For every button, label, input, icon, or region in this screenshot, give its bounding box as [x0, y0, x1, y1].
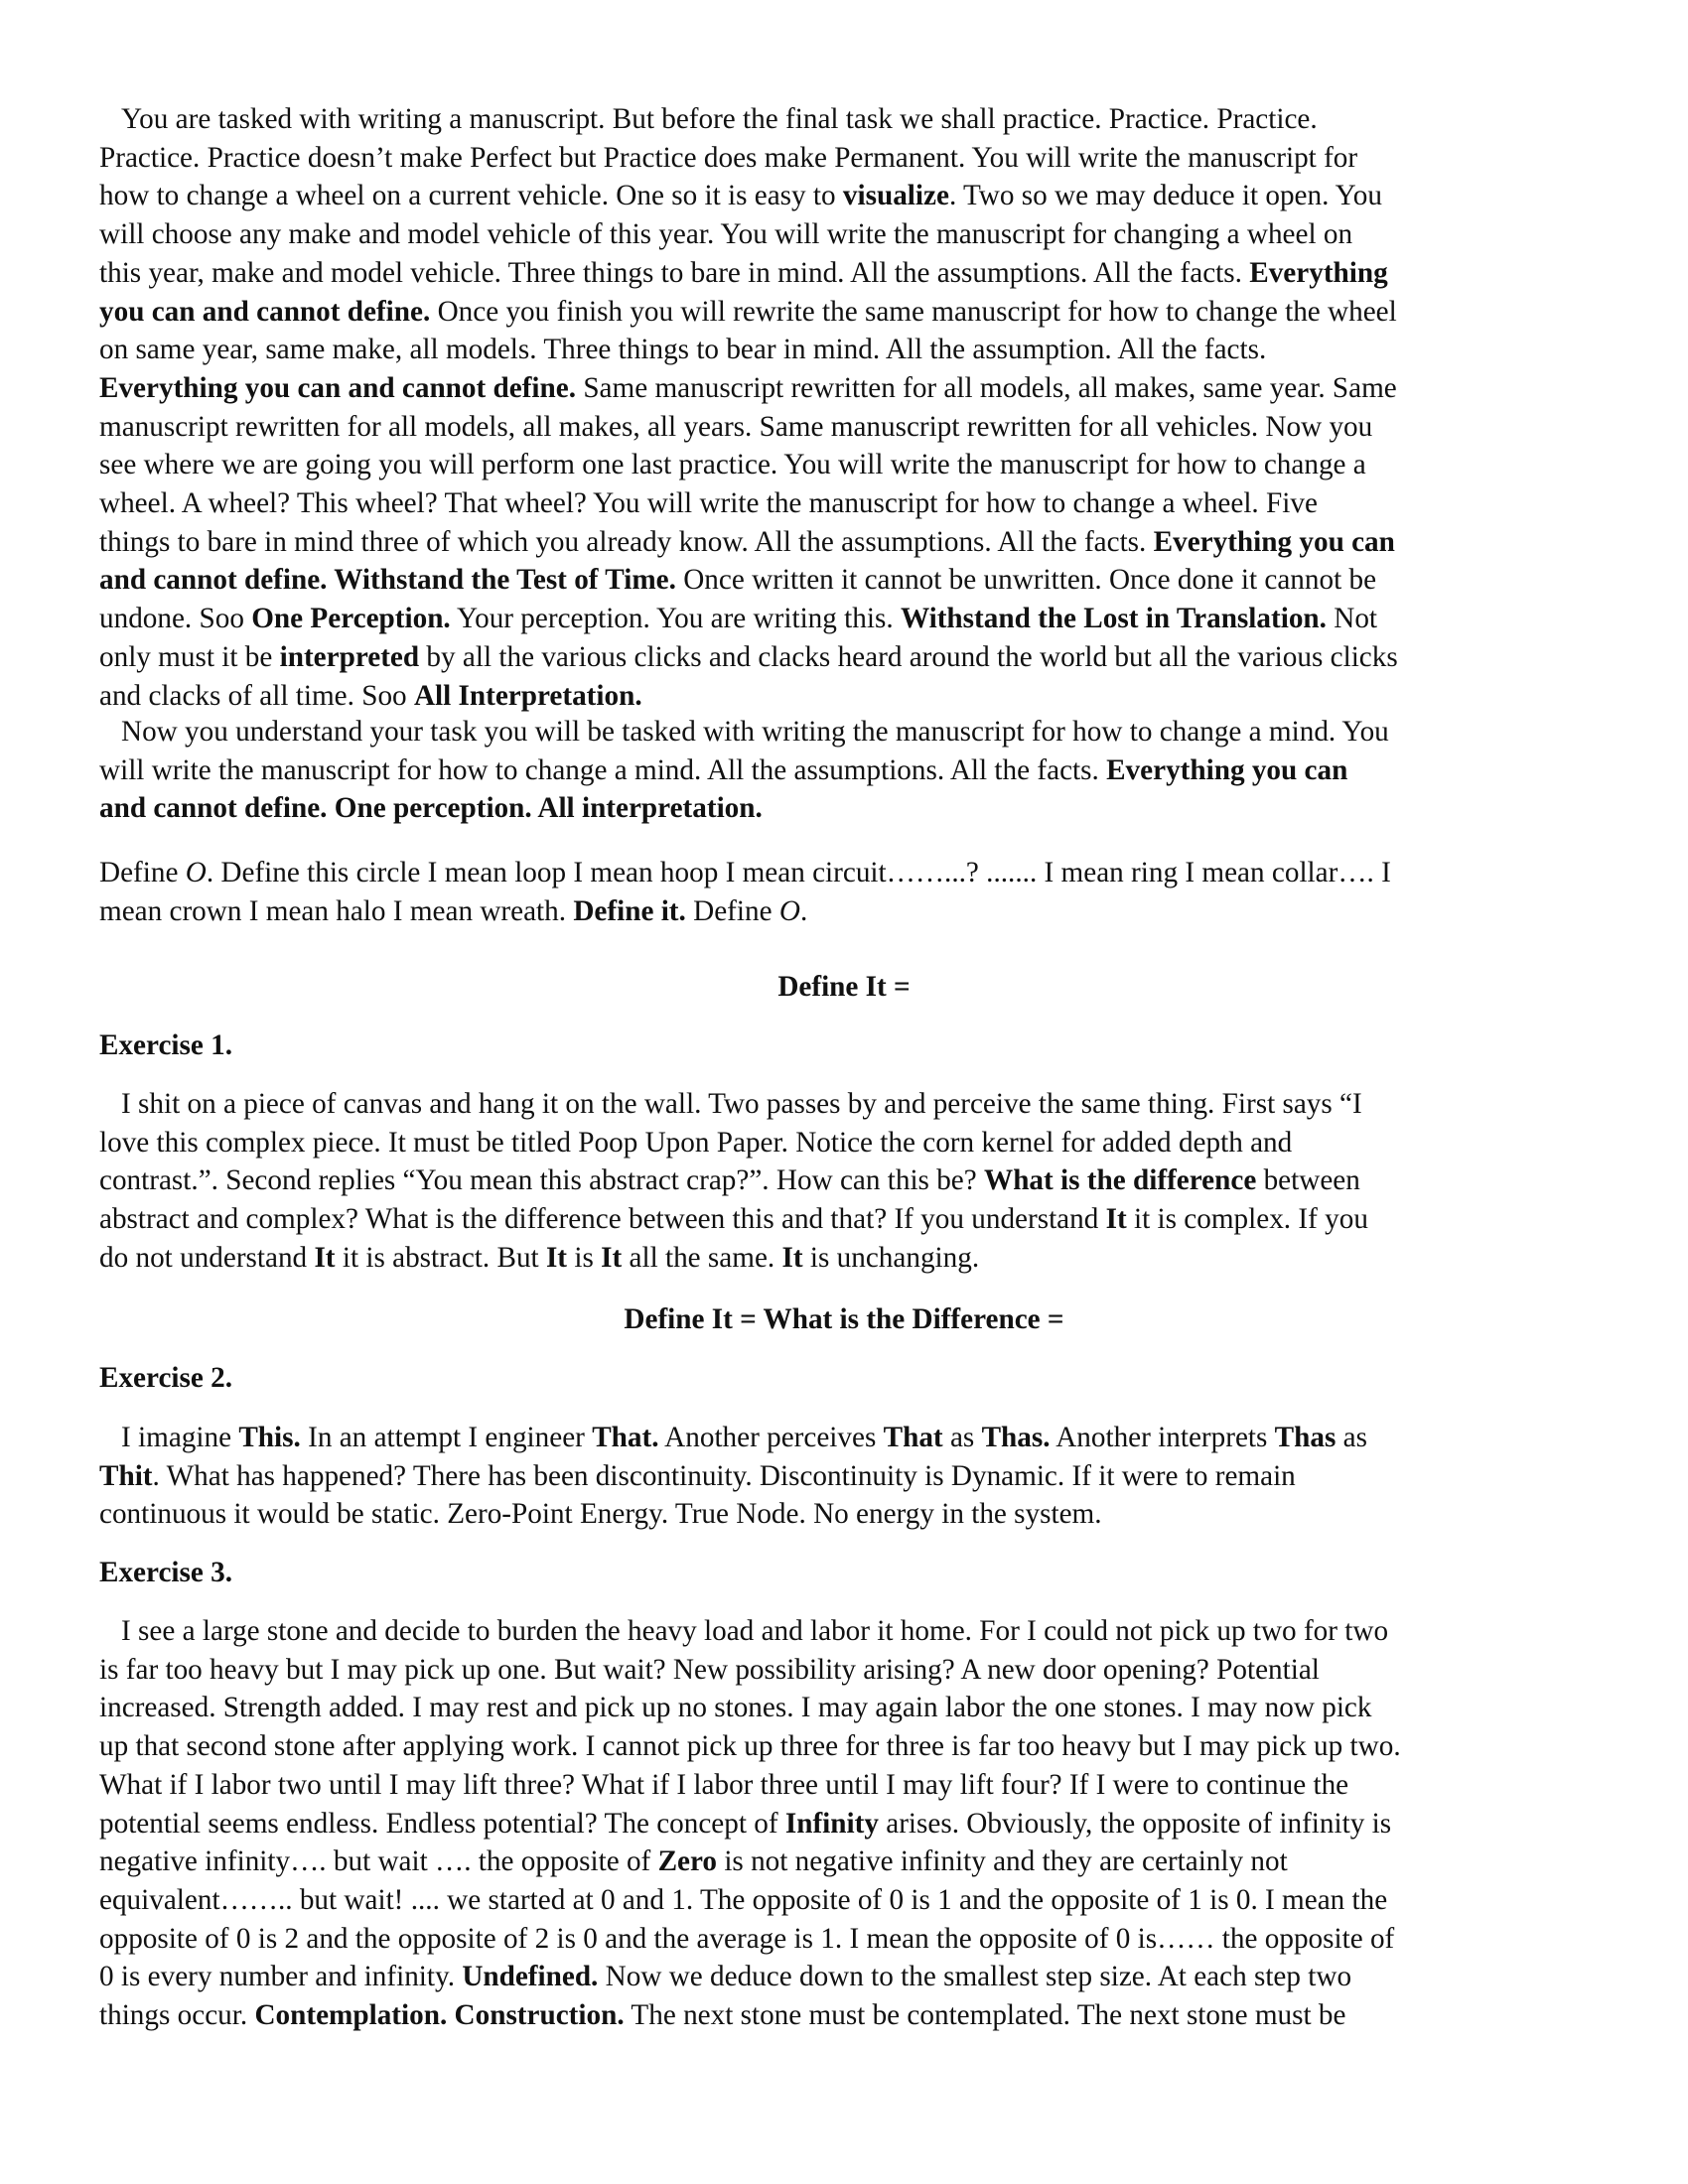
text-line: [99, 1651, 1320, 1690]
bold-text: It: [314, 1241, 336, 1274]
text-line: [99, 1161, 1360, 1200]
text-run: between: [1256, 1164, 1360, 1197]
text-run: it is abstract. But: [335, 1241, 546, 1274]
text-line: [121, 100, 1318, 139]
bold-text: It: [781, 1241, 803, 1274]
text-run: Same manuscript rewritten for all models, all makes, same year. Same: [576, 371, 1397, 404]
text-run: arises. Obviously, the opposite of infinity is: [878, 1807, 1392, 1840]
bold-text: It: [601, 1241, 623, 1274]
text-run: negative infinity…. but wait …. the opposite of: [99, 1845, 658, 1878]
text-run: Another perceives: [658, 1422, 884, 1453]
bold-text: Everything you can and cannot define.: [99, 371, 577, 404]
text-line: [99, 1457, 1296, 1496]
text-run: will choose any make and model vehicle of this year. You will write the manuscript for changing a wheel on: [99, 218, 1353, 251]
bold-text: Everything you can: [1106, 753, 1348, 786]
text-run: this year, make and model vehicle. Three things to bare in mind. All the assumptions. All the facts.: [99, 256, 1250, 289]
text-run: undone. Soo: [99, 603, 252, 635]
bold-text: Everything you can: [1153, 525, 1395, 558]
text-run: as: [942, 1422, 982, 1453]
text-run: is: [567, 1241, 602, 1274]
text-run: What if I labor two until I may lift three? What if I labor three until I may lift four? If I were to continue the: [99, 1768, 1349, 1801]
bold-text: Contemplation. Construction.: [254, 1999, 625, 2031]
text-line: [99, 369, 1397, 408]
text-line: [99, 177, 1382, 215]
text-run: abstract and complex? What is the difference between this and that? If you understand: [99, 1203, 1106, 1236]
bold-text: Infinity: [784, 1807, 879, 1840]
text-run: see where we are going you will perform one last practice. You will write the manuscript for how to change a: [99, 449, 1366, 481]
text-run: Define: [99, 857, 186, 888]
text-line: [99, 1495, 1102, 1534]
text-line: [99, 600, 1377, 638]
bold-text: Withstand the Lost in Translation.: [900, 603, 1327, 635]
text-line: [99, 331, 1266, 369]
text-line: [99, 561, 1376, 600]
text-line: [99, 892, 807, 931]
text-line: [121, 713, 1389, 751]
text-line: [99, 484, 1318, 523]
text-run: is not negative infinity and they are certainly not: [717, 1845, 1288, 1878]
text-run: Once written it cannot be unwritten. Once done it cannot be: [675, 564, 1377, 597]
text-run: and clacks of all time. Soo: [99, 679, 414, 712]
text-run: Another interprets: [1050, 1422, 1275, 1453]
bold-text: Define It =: [777, 971, 911, 1003]
text-run: love this complex piece. It must be titled Poop Upon Paper. Notice the corn kernel for added depth and: [99, 1126, 1293, 1159]
bold-text: Define It = What is the Difference =: [624, 1303, 1064, 1335]
text-line: [99, 139, 1357, 178]
text-line: [99, 293, 1397, 332]
text-run: The next stone must be contemplated. The next stone must be: [624, 1999, 1346, 2031]
bold-text: It: [545, 1241, 568, 1274]
text-run: .: [799, 894, 808, 927]
text-line: [99, 1239, 979, 1278]
text-run: is unchanging.: [802, 1241, 980, 1274]
bold-text: Define it.: [573, 894, 686, 927]
text-line: [99, 408, 1372, 447]
text-run: only must it be: [99, 640, 280, 673]
text-line: [99, 1359, 232, 1398]
text-run: . Define this circle I mean loop I mean hoop I mean circuit……...? ....... I mean ring I mean collar…. I: [206, 857, 1391, 888]
text-run: In an attempt I engineer: [300, 1422, 593, 1453]
text-line: [99, 1766, 1348, 1805]
bold-text: Undefined.: [462, 1961, 599, 1993]
italic-text: O: [778, 894, 800, 927]
text-line: [99, 1996, 1345, 2035]
text-run: I see a large stone and decide to burden the heavy load and labor it home. For I could not pick up two for two: [121, 1615, 1389, 1647]
text-line: [99, 1026, 232, 1065]
text-line: [99, 1554, 232, 1592]
text-line: [121, 1419, 1367, 1457]
text-run: Practice. Practice doesn’t make Perfect but Practice does make Permanent. You will write the manuscript for: [99, 141, 1358, 174]
bold-text: and cannot define. Withstand the Test of Time.: [99, 564, 676, 597]
text-line: [0, 1300, 1688, 1339]
text-run: manuscript rewritten for all models, all makes, all years. Same manuscript rewritten for all vehicles. Now you: [99, 410, 1373, 443]
text-run: . What has happened? There has been discontinuity. Discontinuity is Dynamic. If it were to remain: [152, 1459, 1296, 1492]
text-run: on same year, same make, all models. Three things to bear in mind. All the assumption. All the facts.: [99, 334, 1267, 366]
bold-text: What is the difference: [984, 1164, 1257, 1197]
bold-text: Zero: [657, 1845, 718, 1878]
bold-text: Everything: [1249, 256, 1388, 289]
text-run: potential seems endless. Endless potential? The concept of: [99, 1807, 785, 1840]
text-run: I imagine: [121, 1422, 239, 1453]
bold-text: you can and cannot define.: [99, 295, 431, 328]
text-run: Now we deduce down to the smallest step size. At each step two: [598, 1961, 1352, 1993]
text-run: Your perception. You are writing this.: [450, 603, 901, 635]
text-line: [121, 1085, 1362, 1124]
text-run: opposite of 0 is 2 and the opposite of 2 is 0 and the average is 1. I mean the opposite of 0 is…… the opposite of: [99, 1922, 1395, 1955]
text-line: [99, 1881, 1387, 1920]
text-run: Define: [685, 894, 779, 927]
text-line: [99, 789, 763, 828]
text-run: contrast.”. Second replies “You mean this abstract crap?”. How can this be?: [99, 1164, 985, 1197]
bold-text: visualize: [842, 180, 949, 212]
bold-text: Exercise 1.: [99, 1029, 233, 1061]
bold-text: Thas.: [981, 1422, 1051, 1453]
text-run: up that second stone after applying work. I cannot pick up three for three is far too heavy but I may pick up two.: [99, 1730, 1401, 1763]
bold-text: All Interpretation.: [413, 679, 642, 712]
text-run: mean crown I mean halo I mean wreath.: [99, 894, 574, 927]
text-run: Once you finish you will rewrite the same manuscript for how to change the wheel: [430, 295, 1397, 328]
text-line: [99, 1124, 1292, 1162]
text-run: continuous it would be static. Zero-Point Energy. True Node. No energy in the system.: [99, 1498, 1102, 1531]
bold-text: One Perception.: [251, 603, 451, 635]
text-run: . Two so we may deduce it open. You: [948, 180, 1382, 212]
text-run: by all the various clicks and clacks heard around the world but all the various clicks: [419, 640, 1398, 673]
text-run: do not understand: [99, 1241, 315, 1274]
text-run: equivalent…….. but wait! .... we started at 0 and 1. The opposite of 0 is 1 and the opposite of 1 is 0. I mean the: [99, 1883, 1388, 1916]
text-line: [0, 968, 1688, 1007]
bold-text: That: [883, 1422, 943, 1453]
text-run: You are tasked with writing a manuscript. But before the final task we shall practice. Practice. Practice.: [121, 103, 1318, 135]
text-line: [99, 1200, 1368, 1239]
text-run: how to change a wheel on a current vehicle. One so it is easy to: [99, 180, 843, 212]
italic-text: O: [185, 857, 207, 888]
bold-text: Exercise 2.: [99, 1362, 233, 1394]
text-run: all the same.: [622, 1241, 782, 1274]
text-run: is far too heavy but I may pick up one. But wait? New possibility arising? A new door opening? Potential: [99, 1653, 1320, 1686]
text-line: [99, 446, 1366, 484]
text-run: increased. Strength added. I may rest and pick up no stones. I may again labor the one stones. I may now pick: [99, 1692, 1372, 1724]
bold-text: That.: [592, 1422, 659, 1453]
text-line: [99, 677, 642, 716]
bold-text: It: [1105, 1203, 1127, 1236]
text-run: it is complex. If you: [1126, 1203, 1368, 1236]
text-line: [99, 215, 1352, 254]
bold-text: This.: [238, 1422, 301, 1453]
bold-text: Thit: [99, 1459, 153, 1492]
text-line: [99, 1805, 1391, 1843]
text-run: I shit on a piece of canvas and hang it on the wall. Two passes by and perceive the same thing. First says “I: [121, 1088, 1362, 1120]
text-line: [99, 1689, 1371, 1727]
bold-text: interpreted: [279, 640, 420, 673]
bold-text: Thas: [1274, 1422, 1336, 1453]
text-run: will write the manuscript for how to change a mind. All the assumptions. All the facts.: [99, 753, 1107, 786]
text-line: [99, 254, 1388, 293]
text-run: Not: [1326, 603, 1378, 635]
text-line: [99, 1727, 1401, 1766]
text-run: wheel. A wheel? This wheel? That wheel? You will write the manuscript for how to change a wheel. Five: [99, 487, 1318, 519]
text-run: 0 is every number and infinity.: [99, 1961, 463, 1993]
text-line: [99, 523, 1395, 562]
text-run: as: [1336, 1422, 1367, 1453]
text-line: [99, 1920, 1394, 1959]
text-line: [99, 638, 1398, 677]
text-run: things to bare in mind three of which you already know. All the assumptions. All the facts.: [99, 525, 1154, 558]
text-line: [99, 1958, 1351, 1996]
text-line: [121, 1612, 1388, 1651]
text-line: [99, 854, 1391, 892]
text-run: things occur.: [99, 1999, 255, 2031]
text-run: Now you understand your task you will be tasked with writing the manuscript for how to change a mind. You: [121, 716, 1389, 748]
bold-text: and cannot define. One perception. All interpretation.: [99, 792, 763, 825]
text-line: [99, 1843, 1288, 1881]
text-line: [99, 751, 1347, 790]
bold-text: Exercise 3.: [99, 1557, 233, 1588]
